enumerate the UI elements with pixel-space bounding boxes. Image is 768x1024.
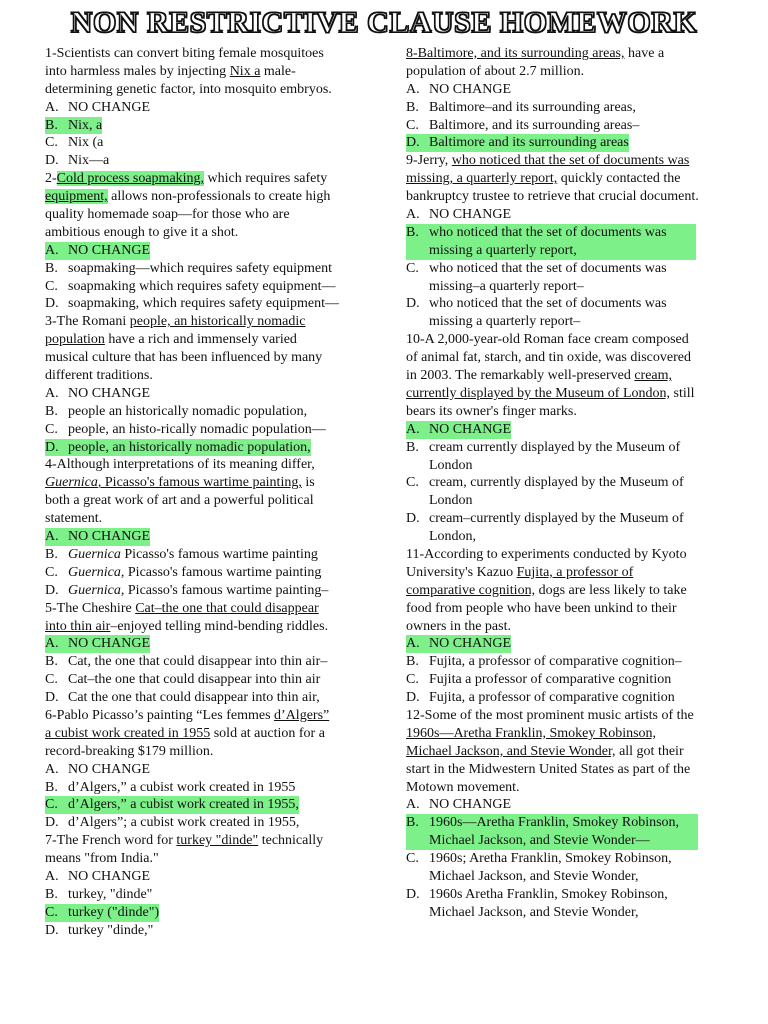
question-10: [406, 331, 726, 546]
question-text: bankruptcy trustee to retrieve that crucial document.: [406, 189, 699, 205]
question-4: [45, 456, 375, 599]
answer-option[interactable]: B. Cat, the one that could disappear into thin air–: [45, 654, 328, 670]
question-text: Michael Jackson, and Stevie Wonder, all got their: [406, 743, 684, 759]
question-11: [406, 546, 726, 707]
question-text: a cubist work created in 1955 sold at auction for a: [45, 725, 325, 741]
underlined-phrase: Guernica, Picasso's famous wartime painting,: [45, 475, 302, 491]
question-text: 10-A 2,000-year-old Roman face cream composed: [406, 332, 689, 348]
answer-option-correct[interactable]: A. NO CHANGE: [45, 529, 151, 545]
underlined-phrase: Nix a: [229, 63, 261, 79]
answer-option[interactable]: C. Nix (a: [45, 135, 104, 151]
answer-option[interactable]: D. 1960s Aretha Franklin, Smokey Robinson, Michael Jackson, and Stevie Wonder,: [406, 886, 668, 920]
question-text: 7-The French word for turkey "dinde" technically: [45, 833, 324, 849]
underlined-phrase: Cold process soapmaking,: [56, 171, 205, 187]
answer-option[interactable]: D. Guernica, Picasso's famous wartime painting–: [45, 582, 329, 598]
question-text: 4-Although interpretations of its meaning differ,: [45, 457, 315, 473]
answer-option[interactable]: D. Cat the one that could disappear into thin air,: [45, 690, 320, 706]
answer-option[interactable]: A. NO CHANGE: [406, 81, 512, 97]
answer-option[interactable]: D. cream–currently displayed by the Museum of London,: [406, 511, 684, 545]
answer-option[interactable]: A. NO CHANGE: [406, 797, 512, 813]
underlined-phrase: equipment,: [45, 189, 108, 205]
question-text: different traditions.: [45, 368, 153, 384]
answer-option-correct[interactable]: A. NO CHANGE: [406, 636, 512, 652]
answer-option[interactable]: B. d’Algers,” a cubist work created in 1955: [45, 779, 296, 795]
answer-option-correct[interactable]: A. NO CHANGE: [45, 242, 151, 258]
answer-option-correct[interactable]: B. who noticed that the set of documents was missing a quarterly report,: [406, 224, 696, 260]
question-text: both a great work of art and a powerful political: [45, 493, 314, 509]
answer-option[interactable]: A. NO CHANGE: [45, 385, 151, 401]
question-text: quality homemade soap—for those who are: [45, 207, 290, 223]
underlined-phrase: Michael Jackson, and Stevie Wonder,: [406, 743, 616, 759]
page-title: NON RESTRICTIVE CLAUSE HOMEWORK: [70, 6, 698, 39]
question-text: equipment, allows non-professionals to create high: [45, 189, 331, 205]
answer-option[interactable]: D. Fujita, a professor of comparative cognition: [406, 690, 675, 706]
question-text: [406, 725, 726, 743]
answer-option[interactable]: B. Guernica Picasso's famous wartime painting: [45, 546, 318, 562]
question-text: start in the Midwestern United States as part of the: [406, 761, 691, 777]
answer-option-correct[interactable]: B. 1960s—Aretha Franklin, Smokey Robinson, Michael Jackson, and Stevie Wonder—: [406, 814, 698, 850]
question-text: currently displayed by the Museum of London, still: [406, 385, 695, 401]
question-3: [45, 313, 375, 456]
underlined-phrase: into thin air: [45, 618, 111, 634]
underlined-phrase: comparative cognition,: [406, 582, 536, 598]
answer-option[interactable]: A. NO CHANGE: [45, 868, 151, 884]
underlined-phrase: 1960s—Aretha Franklin, Smokey Robinson,: [406, 725, 657, 741]
question-text: statement.: [45, 511, 103, 527]
answer-option[interactable]: C. who noticed that the set of documents was missing–a quarterly report–: [406, 260, 667, 294]
question-5: [45, 600, 375, 707]
question-text: in 2003. The remarkably well-preserved cream,: [406, 368, 673, 384]
question-text: food from people who have been unkind to their: [406, 600, 677, 616]
question-text: 2-Cold process soapmaking, which requires safety: [45, 171, 328, 187]
question-2: [45, 170, 375, 313]
answer-option-correct[interactable]: C. turkey ("dinde"): [45, 904, 160, 920]
question-text: into thin air–enjoyed telling mind-bending riddles.: [45, 618, 329, 634]
underlined-phrase: people, an historically nomadic: [129, 314, 306, 330]
question-text: University's Kazuo Fujita, a professor of: [406, 564, 634, 580]
underlined-phrase: 8-Baltimore, and its surrounding areas,: [406, 46, 625, 61]
underlined-phrase: currently displayed by the Museum of London,: [406, 385, 671, 401]
answer-option[interactable]: C. Guernica, Picasso's famous wartime painting: [45, 564, 322, 580]
answer-option-correct[interactable]: C. d’Algers,” a cubist work created in 1955,: [45, 797, 299, 813]
question-1: [45, 45, 375, 170]
question-text: Motown movement.: [406, 779, 520, 795]
question-12: [406, 707, 726, 922]
answer-option[interactable]: A. NO CHANGE: [406, 207, 512, 223]
question-text: 5-The Cheshire Cat–the one that could disappear: [45, 600, 319, 616]
answer-option[interactable]: B. cream currently displayed by the Museum of London: [406, 439, 681, 473]
question-text: 3-The Romani people, an historically nomadic: [45, 314, 306, 330]
question-8: [406, 45, 726, 152]
question-text: 6-Pablo Picasso’s painting “Les femmes d’Algers”: [45, 707, 330, 723]
question-text: 9-Jerry, who noticed that the set of documents was: [406, 153, 690, 169]
answer-option[interactable]: C. Fujita a professor of comparative cognition: [406, 672, 672, 688]
answer-option[interactable]: A. NO CHANGE: [45, 761, 151, 777]
question-7: [45, 832, 375, 939]
question-text: 8-Baltimore, and its surrounding areas, have a: [406, 46, 665, 61]
question-text: owners in the past.: [406, 618, 511, 634]
answer-option[interactable]: B. Baltimore–and its surrounding areas,: [406, 99, 636, 115]
question-text: means "from India.": [45, 851, 159, 867]
question-text: of animal fat, starch, and tin oxide, was discovered: [406, 350, 691, 366]
answer-option-correct[interactable]: A. NO CHANGE: [45, 636, 151, 652]
answer-option-correct[interactable]: D. Baltimore and its surrounding areas: [406, 135, 629, 151]
answer-option[interactable]: A. NO CHANGE: [45, 99, 151, 115]
question-text: 12-Some of the most prominent music artists of the: [406, 707, 694, 723]
answer-option[interactable]: C. people, an histo-rically nomadic population—: [45, 421, 326, 437]
question-text: record-breaking $179 million.: [45, 743, 214, 759]
underlined-phrase: population: [45, 332, 105, 348]
answer-option[interactable]: B. Fujita, a professor of comparative cognition–: [406, 654, 682, 670]
answer-option[interactable]: C. soapmaking which requires safety equipment—: [45, 278, 336, 294]
answer-option[interactable]: D. soapmaking, which requires safety equipment—: [45, 296, 339, 312]
underlined-phrase: Fujita, a professor of: [516, 564, 634, 580]
answer-option-correct[interactable]: B. Nix, a: [45, 117, 103, 133]
question-text: population have a rich and immensely varied: [45, 332, 297, 348]
answer-option[interactable]: B. turkey, "dinde": [45, 886, 153, 902]
question-text: 11-According to experiments conducted by Kyoto: [406, 546, 687, 562]
right-column: [406, 45, 726, 922]
question-text: Guernica, Picasso's famous wartime painting, is: [45, 475, 315, 491]
question-text: population of about 2.7 million.: [406, 63, 585, 79]
answer-option[interactable]: D. who noticed that the set of documents was missing a quarterly report–: [406, 296, 667, 330]
answer-option[interactable]: D. Nix—a: [45, 153, 110, 169]
underlined-phrase: who noticed that the set of documents was: [451, 153, 690, 169]
question-9: [406, 152, 726, 331]
question-text: into harmless males by injecting Nix a male-: [45, 63, 296, 79]
answer-option[interactable]: C. 1960s; Aretha Franklin, Smokey Robinson, Michael Jackson, and Stevie Wonder,: [406, 851, 672, 884]
left-column: [45, 45, 375, 940]
answer-option-correct[interactable]: A. NO CHANGE: [406, 421, 512, 437]
question-text: ambitious enough to give it a shot.: [45, 224, 239, 240]
answer-option[interactable]: C. Baltimore, and its surrounding areas–: [406, 117, 640, 133]
answer-option[interactable]: C. cream, currently displayed by the Museum of London: [406, 475, 684, 509]
question-text: missing, a quarterly report, quickly contacted the: [406, 171, 681, 187]
question-text: comparative cognition, dogs are less likely to take: [406, 582, 687, 598]
underlined-phrase: cream,: [634, 368, 673, 384]
question-text: 1-Scientists can convert biting female mosquitoes: [45, 46, 324, 61]
answer-option[interactable]: C. Cat–the one that could disappear into thin air: [45, 672, 321, 688]
answer-option[interactable]: B. soapmaking—which requires safety equipment: [45, 260, 332, 276]
answer-option[interactable]: D. turkey "dinde,": [45, 922, 154, 938]
answer-option[interactable]: B. people an historically nomadic population,: [45, 403, 308, 419]
question-6: [45, 707, 375, 832]
underlined-phrase: a cubist work created in 1955: [45, 725, 211, 741]
question-text: bears its owner's finger marks.: [406, 403, 577, 419]
answer-option-correct[interactable]: D. people, an historically nomadic population,: [45, 439, 311, 455]
question-text: determining genetic factor, into mosquito embryos.: [45, 81, 332, 97]
answer-option[interactable]: D. d’Algers”; a cubist work created in 1955,: [45, 815, 300, 831]
underlined-phrase: missing, a quarterly report,: [406, 171, 558, 187]
underlined-phrase: d’Algers”: [274, 707, 330, 723]
underlined-phrase: turkey "dinde": [176, 833, 259, 849]
underlined-phrase: Cat–the one that could disappear: [135, 600, 319, 616]
question-text: musical culture that has been influenced by many: [45, 350, 323, 366]
